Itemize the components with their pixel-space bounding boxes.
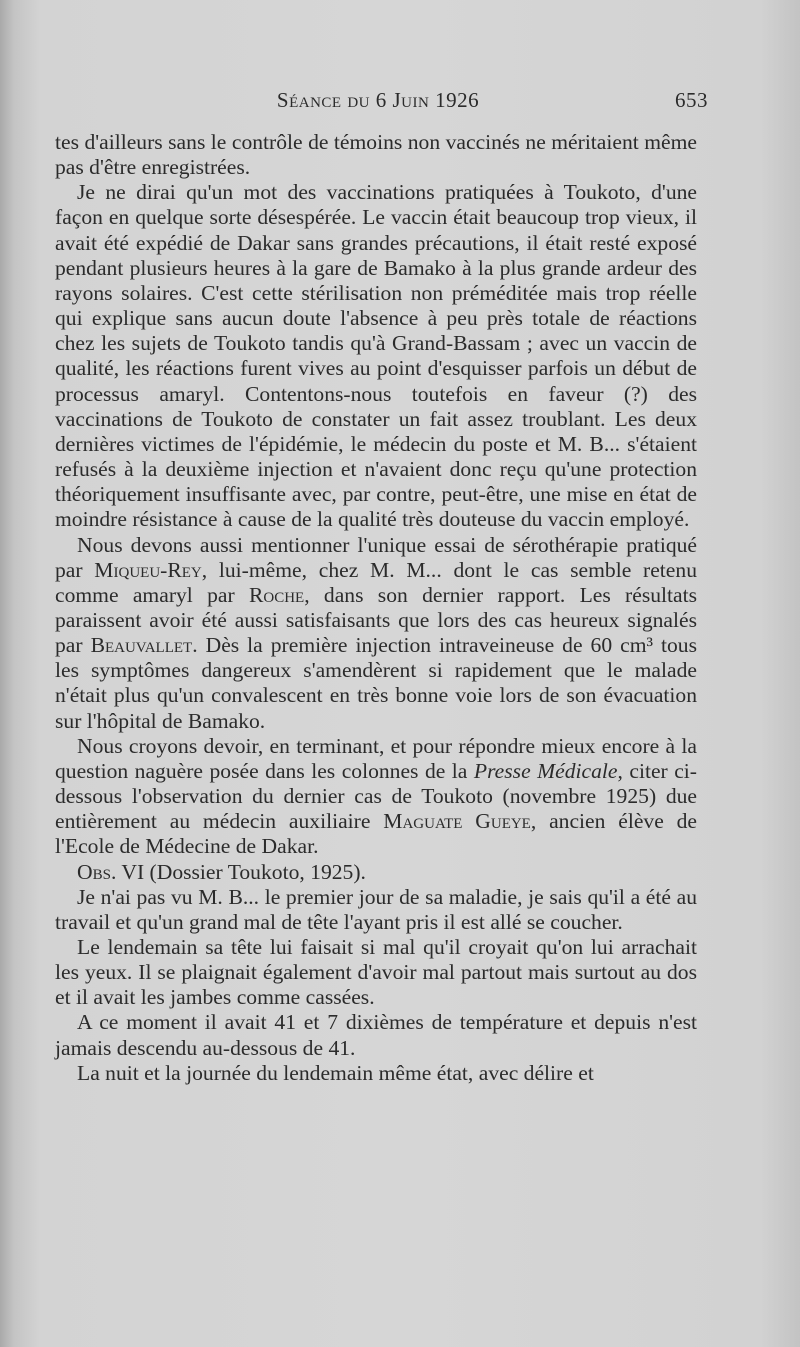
body-text: [55, 130, 697, 1086]
author-name: Roche: [248, 582, 305, 607]
paragraph-6: Je n'ai pas vu M. B... le premier jour de sa maladie, je sais qu'il a été au travail et qu'un grand mal de tête l'ayant pris il est allé se coucher.: [55, 884, 697, 934]
paragraph-2: Je ne dirai qu'un mot des vaccinations pratiquées à Toukoto, d'une façon en quelque sorte désespérée. Le vaccin était beaucoup trop vieux, il avait été expédié de Dakar sans grandes précautions, il était resté exposé pendant plusieurs heures à la gare de Bamako à la plus grande ardeur des rayons solaires. C'est cette stérilisation non préméditée mais trop réelle qui explique sans aucun doute l'absence à peu près totale de réactions chez les sujets de Toukoto tandis qu'à Grand-Bassam ; avec un vaccin de qualité, les réactions furent vives au point d'esquisser parfois un début de processus amaryl. Contentons-nous toutefois en faveur (?) des vaccinations de Toukoto de constater un fait assez troublant. Les deux dernières victimes de l'épidémie, le médecin du poste et M. B... s'étaient refusés à la deuxième injection et n'avaient donc reçu qu'une protection théoriquement insuffisante avec, par contre, peut-être, une mise en état de moindre résistance à cause de la qualité très douteuse du vaccin employé.: [55, 180, 697, 532]
author-name: Beauvallet: [90, 633, 193, 658]
paragraph-3: Nous devons aussi mentionner l'unique essai de sérothérapie pratiqué par Miqueu-Rey, lui-même, chez M. M... dont le cas semble retenu comme amaryl par Roche, dans son dernier rapport. Les résultats paraissent avoir été aussi satisfaisants que lors des cas heureux signalés par Beauvallet. Dès la première injection intraveineuse de 60 cm³ tous les symptômes dangereux s'amendèrent si rapidement que le malade n'était plus qu'un convalescent en très bonne voie lors de son évacuation sur l'hôpital de Bamako.: [55, 532, 697, 733]
paragraph-7: Le lendemain sa tête lui faisait si mal qu'il croyait qu'on lui arrachait les yeux. Il se plaignait également d'avoir mal partout mais surtout au dos et il avait les jambes comme cassées.: [55, 935, 697, 1010]
paragraph-1: tes d'ailleurs sans le contrôle de témoins non vaccinés ne méritaient même pas d'être enregistrées.: [55, 130, 697, 180]
page-number: 653: [675, 88, 708, 112]
paragraph-8: A ce moment il avait 41 et 7 dixièmes de température et depuis n'est jamais descendu au-dessous de 41.: [55, 1010, 697, 1060]
author-name: Maguate Gueye: [383, 809, 531, 834]
paragraph-9: La nuit et la journée du lendemain même état, avec délire et: [77, 1060, 594, 1085]
author-name: Miqueu-Rey: [94, 557, 202, 582]
running-title: Séance du 6 Juin 1926: [276, 88, 480, 112]
page-header: [58, 88, 708, 118]
observation-heading: Obs. VI (Dossier Toukoto, 1925).: [77, 859, 366, 884]
paragraph-4: Nous croyons devoir, en terminant, et pour répondre mieux encore à la question naguère posée dans les colonnes de la Presse Médicale, citer ci-dessous l'observation du dernier cas de Toukoto (novembre 1925) due entièrement au médecin auxiliaire Maguate Gueye, ancien élève de l'Ecole de Médecine de Dakar.: [55, 733, 697, 859]
journal-title: Presse Médicale: [473, 758, 618, 783]
